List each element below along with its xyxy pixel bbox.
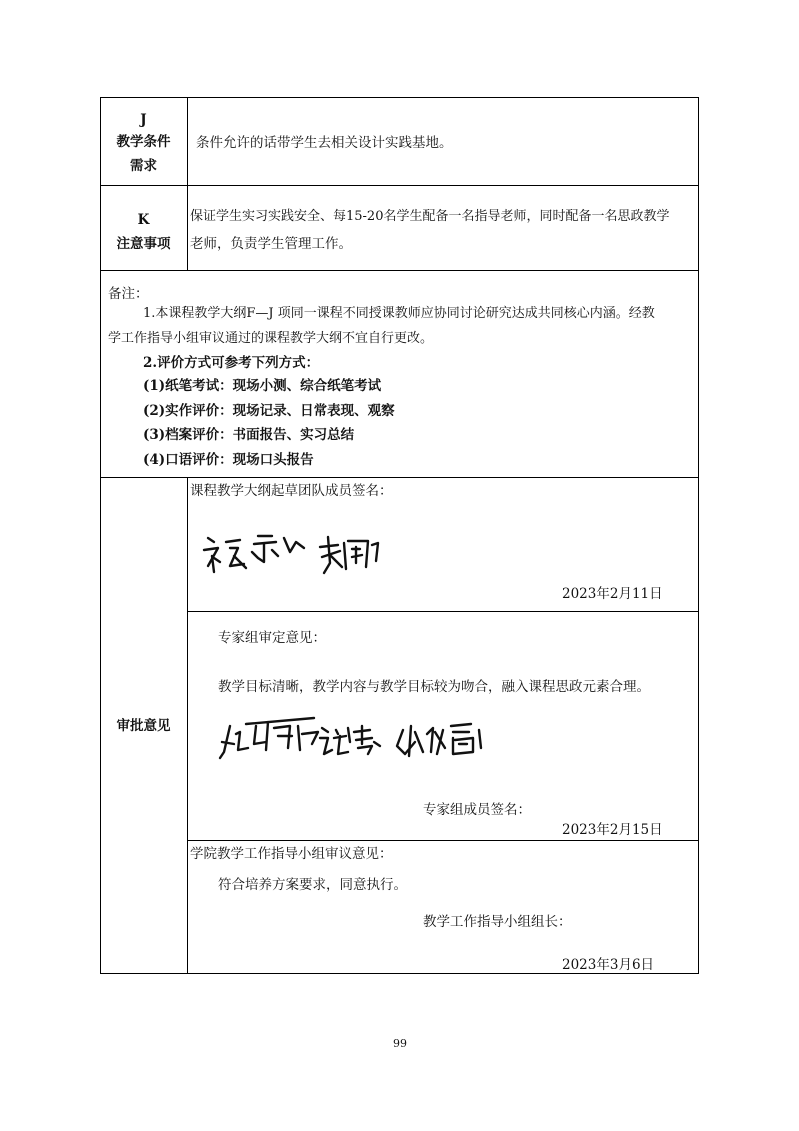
row-j-content: 条件允许的话带学生去相关设计实践基地。: [196, 135, 453, 151]
label-column-divider-upper: [187, 97, 188, 270]
expert-signer-label: 专家组成员签名：: [423, 802, 531, 818]
row-k-code: K: [137, 212, 150, 228]
row-divider-k-notes: [100, 270, 699, 271]
approval-label: 审批意见: [116, 718, 171, 734]
expert-signature-3: [393, 718, 488, 763]
method-item: (3)档案评价：书面报告、实习总结: [143, 427, 355, 443]
expert-title: 专家组审定意见：: [218, 630, 326, 646]
drafting-signature-1: [200, 528, 310, 578]
college-opinion: 符合培养方案要求，同意执行。: [218, 877, 407, 893]
expert-signature-1: [218, 714, 333, 769]
drafting-title: 课程教学大纲起草团队成员签名：: [190, 483, 393, 499]
row-divider-j-k: [100, 185, 699, 186]
label-column-divider-lower: [187, 477, 188, 974]
expert-date: 2023年2月15日: [562, 822, 663, 838]
method-item: (4)口语评价：现场口头报告: [143, 452, 314, 468]
expert-opinion: 教学目标清晰，教学内容与教学目标较为吻合，融入课程思政元素合理。: [218, 679, 650, 695]
college-title: 学院教学工作指导小组审议意见：: [190, 846, 393, 862]
row-j-label-line2: 需求: [130, 158, 157, 174]
notes-heading: 备注：: [108, 286, 149, 302]
drafting-signature-2: [316, 533, 386, 578]
method-item: (1)纸笔考试：现场小测、综合纸笔考试: [143, 378, 382, 394]
page-number: 99: [393, 1037, 407, 1050]
notes-item1-line1: 1.本课程教学大纲F—J 项同一课程不同授课教师应协同讨论研究达成共同核心内涵。经教: [143, 306, 655, 321]
notes-item2: 2.评价方式可参考下列方式：: [143, 355, 320, 371]
row-k-label: 注意事项: [116, 236, 171, 252]
row-k-content-line1: 保证学生实习实践安全、每15-20名学生配备一名指导老师，同时配备一名思政教学: [190, 209, 670, 224]
method-item: (2)实作评价：现场记录、日常表现、观察: [143, 403, 395, 419]
drafting-date: 2023年2月11日: [562, 586, 663, 602]
row-divider-notes-approval: [100, 477, 699, 478]
college-date: 2023年3月6日: [562, 957, 655, 973]
row-j-label-line1: 教学条件: [116, 134, 171, 150]
table-border-right: [698, 97, 699, 974]
row-j-code: J: [140, 112, 147, 128]
divider-drafting-expert: [187, 611, 699, 612]
notes-item1-line2: 学工作指导小组审议通过的课程教学大纲不宜自行更改。: [108, 331, 434, 346]
expert-signature-2: [318, 722, 388, 762]
table-border-top: [100, 97, 699, 98]
divider-expert-college: [187, 840, 699, 841]
row-k-content-line2: 老师，负责学生管理工作。: [190, 236, 352, 252]
college-leader-label: 教学工作指导小组组长：: [423, 914, 572, 930]
